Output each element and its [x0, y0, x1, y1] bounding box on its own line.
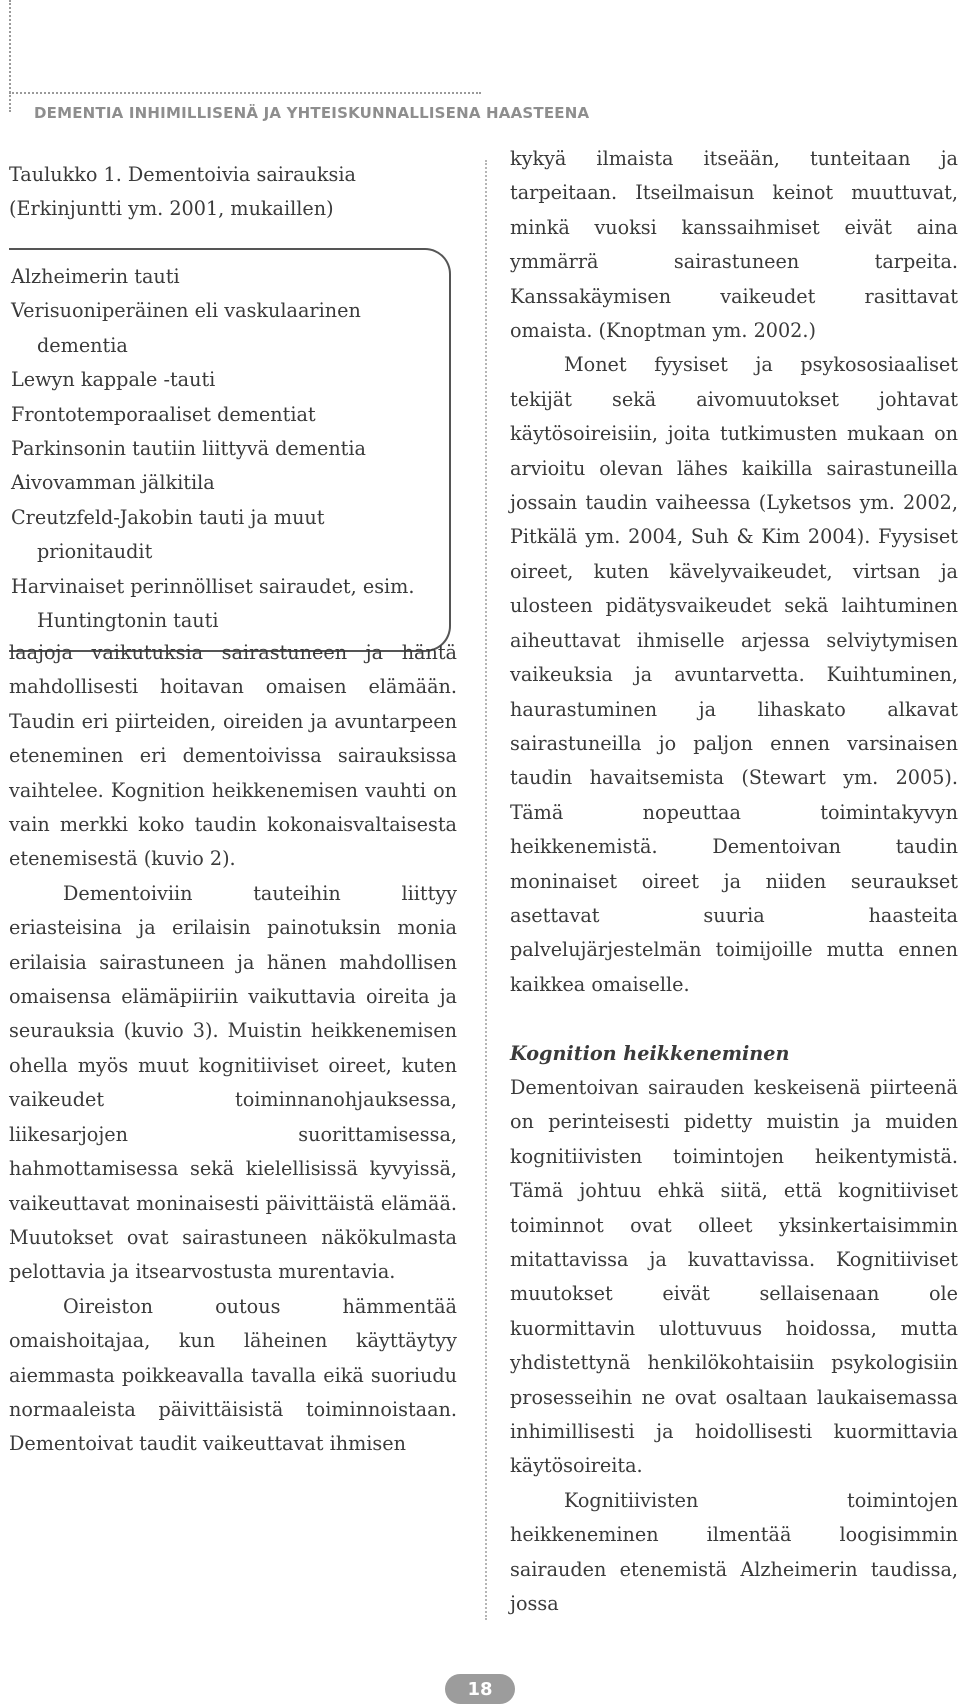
- table-item: Aivovamman jälkitila: [11, 471, 215, 495]
- table-item-continuation: prionitaudit: [37, 540, 153, 564]
- column-divider: [485, 160, 487, 1620]
- top-dotted-rule-horizontal: [9, 92, 481, 94]
- section-gap: [510, 1002, 958, 1036]
- table-item: Parkinsonin tautiin liittyvä dementia: [11, 437, 366, 461]
- disease-table: [11, 260, 451, 638]
- left-column: [9, 636, 457, 1462]
- table-item: Frontotemporaaliset dementiat: [11, 402, 316, 426]
- table-item: Verisuoniperäinen eli vaskulaarinen: [11, 299, 361, 323]
- body-paragraph: Dementoivan sairauden keskeisenä piirteenä on perinteisesti pidetty muistin ja muiden kognitiivisten toimintojen heikentymistä. Tämä johtuu ehkä siitä, että kognitiiviset toiminnot ovat olleet yksinkertaisimmin mitattavissa ja kuvattavissa. Kognitiiviset muutokset eivät sellaisenaan ole kuormittavin ulottuvuus hoidossa, mutta yhdistettynä henkilökohtaisiin psykologisiin prosesseihin ne ovat osaltaan laukaisemassa inhimillisesti ja hoidollisesti kuormittavia käytösoireita.: [510, 1075, 958, 1478]
- page-number-badge: 18: [445, 1674, 515, 1704]
- running-header: DEMENTIA INHIMILLISENÄ JA YHTEISKUNNALLISENA HAASTEENA: [34, 104, 590, 122]
- table-item: Creutzfeld-Jakobin tauti ja muut: [11, 505, 325, 529]
- body-paragraph: Monet fyysiset ja psykososiaaliset tekijät sekä aivomuutokset johtavat käytösoireisiin, joita tutkimusten mukaan on arvioitu olevan lähes kaikilla sairastuneilla jossain taudin vaiheessa (Lyketsos ym. 2002, Pitkälä ym. 2004, Suh & Kim 2004). Fyysiset oireet, kuten kävelyvaikeudet, virtsan ja ulosteen pidätysvaikeudet sekä laihtuminen aiheuttavat ihmiselle arjessa selviytymisen vaikeuksia ja avuntarvetta. Kuihtuminen, haurastuminen ja lihaskato alkavat sairastuneilla jo paljon ennen varsinaisen taudin havaitsemista (Stewart ym. 2005). Tämä nopeuttaa toimintakyvyn heikkenemistä. Dementoivan taudin moninaiset oireet ja niiden seuraukset asettavat suuria haasteita palvelujärjestelmän toimijoille mutta ennen kaikkea omaiselle.: [510, 353, 958, 996]
- table-item-continuation: Huntingtonin tauti: [37, 609, 219, 633]
- body-paragraph: Oireiston outous hämmentää omaishoitajaa, kun läheinen käyttäytyy aiemmasta poikkeavalla tavalla eikä suoriudu normaaleista päivittäisistä toiminnoistaan. Dementoivat taudit vaikeuttavat ihmisen: [9, 1294, 457, 1456]
- right-column: [510, 142, 958, 1621]
- top-left-dotted-rule-vertical: [9, 0, 11, 112]
- body-paragraph: kykyä ilmaista itseään, tunteitaan ja tarpeitaan. Itseilmaisun keinot muuttuvat, minkä vuoksi kanssaihmiset eivät aina ymmärrä sairastuneen tarpeita. Kanssakäymisen vaikeudet rasittavat omaista. (Knoptman ym. 2002.): [510, 147, 958, 343]
- body-paragraph: Dementoiviin tauteihin liittyy eriasteisina ja erilaisin painotuksin monia erilaisia sairastuneen ja hänen mahdollisen omaisensa elämäpiiriin vaikuttavia oireita ja seurauksia (kuvio 3). Muistin heikkenemisen ohella myös muut kognitiiviset oireet, kuten vaikeudet toiminnanohjauksessa, liikesarjojen suorittamisessa, hahmottamisessa sekä kielellisissä kyvyissä, vaikeuttavat moninaisesti päivittäistä elämää. Muutokset ovat sairastuneen näkökulmasta pelottavia ja itsearvostusta murentavia.: [9, 881, 457, 1284]
- table-item: Lewyn kappale -tauti: [11, 368, 216, 392]
- table-item: Alzheimerin tauti: [11, 265, 180, 288]
- body-paragraph: Kognitiivisten toimintojen heikkeneminen ilmentää loogisimmin sairauden etenemistä Alzheimerin taudissa, jossa: [510, 1488, 958, 1616]
- section-heading: Kognition heikkeneminen: [510, 1041, 790, 1065]
- table-item-continuation: dementia: [37, 333, 128, 357]
- table-item: Harvinaiset perinnölliset sairaudet, esim.: [11, 574, 415, 598]
- table-caption: Taulukko 1. Dementoivia sairauksia (Erkinjuntti ym. 2001, mukaillen): [9, 163, 356, 221]
- body-paragraph: laajoja vaikutuksia sairastuneen ja häntä mahdollisesti hoitavan omaisen elämään. Taudin eri piirteiden, oireiden ja avuntarpeen eteneminen eri dementoivissa sairauksissa vaihtelee. Kognition heikkenemisen vauhti on vain merkki koko taudin kokonaisvaltaisesta etenemisestä (kuvio 2).: [9, 641, 457, 871]
